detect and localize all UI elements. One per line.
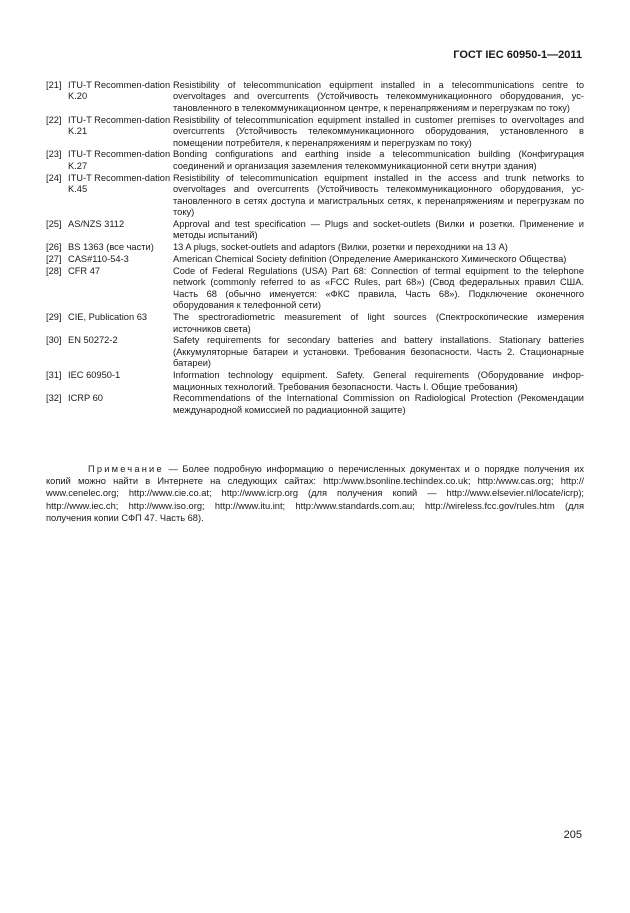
reference-description: 13 A plugs, socket-outlets and adaptors (Вилки, розетки и переходники на 13 А) (173, 242, 508, 253)
reference-item (46, 393, 584, 416)
page-number: 205 (563, 829, 582, 841)
reference-item (46, 80, 584, 114)
reference-item (46, 149, 584, 172)
reference-item (46, 173, 584, 219)
reference-source: BS 1363 (все части) (68, 242, 154, 253)
reference-source: ITU-T Recommen-dation K.45 (68, 172, 171, 195)
document-header: ГОСТ IEC 60950-1—2011 (453, 49, 582, 61)
reference-item (46, 370, 584, 393)
reference-source: EN 50272-2 (68, 335, 118, 346)
reference-source: CAS#110-54-3 (68, 254, 129, 265)
reference-number: [32] (46, 393, 62, 404)
note-paragraph (46, 463, 584, 524)
reference-item (46, 335, 584, 369)
reference-number: [31] (46, 370, 62, 381)
reference-description: Bonding configurations and earthing inside a telecommunication building (Конфигурация соединений и организация заземления телекоммуникационной сети внутри здания) (173, 149, 584, 171)
reference-item (46, 312, 584, 335)
reference-number: [27] (46, 254, 62, 265)
reference-description: Code of Federal Regulations (USA) Part 68: Connection of termal equipment to the telephone network (commonly referred to as «FCC Rules, part 68») (Свод федеральных правил США. Часть 68 (обычно именуется: «ФКС правила, Часть 68»). Подключение оконечного оборудования к телефонной сети) (173, 266, 584, 311)
reference-list (46, 80, 584, 417)
reference-description: Resistibility of telecommunication equipment installed in a telecommunications centre to overvoltages and overcurrents (Устойчивость телекоммуникационного оборудования, установленного в телекоммуникационном центре, к перенапряжениям и перегрузкам по току) (173, 80, 584, 113)
reference-number: [24] (46, 172, 62, 183)
reference-source: ITU-T Recommen-dation K.27 (68, 149, 171, 171)
reference-number: [28] (46, 266, 62, 276)
reference-source: CIE, Publication 63 (68, 312, 148, 323)
reference-description: Recommendations of the International Commission on Radiological Protection (Рекомендации международной комиссией по радиационной защите) (173, 393, 584, 415)
reference-item (46, 115, 584, 149)
reference-description: Information technology equipment. Safety. General requirements (Оборудование информационных технологий. Требования безопасности. Часть I. Общие требования) (173, 370, 584, 392)
reference-item (46, 242, 584, 253)
reference-number: [21] (46, 80, 62, 90)
reference-number: [22] (46, 114, 62, 125)
reference-description: Resistibility of telecommunication equipment installed in customer premises to overvoltages and overcurrents (Устойчивость телекоммуникационного оборудования, установленного в помещении потребителя, к перенапряжениям и перегрузкам по току) (173, 114, 584, 148)
reference-number: [26] (46, 242, 62, 253)
note-label: Примечание (88, 464, 164, 474)
reference-source: ITU-T Recommen-dation K.20 (68, 80, 171, 102)
reference-number: [30] (46, 335, 62, 346)
reference-source: IEC 60950-1 (68, 370, 121, 381)
reference-source: AS/NZS 3112 (68, 218, 125, 229)
reference-description: Resistibility of telecommunication equipment installed in the access and trunk networks to overvoltages and overcurrents (Устойчивость телекоммуникационного оборудования, установленного в сетях доступа и магистральных сетях, к перенапряжениям и перегрузкам по току) (173, 172, 584, 217)
reference-source: CFR 47 (68, 266, 101, 276)
reference-description: The spectroradiometric measurement of light sources (Спектроскопические измерения источников света) (173, 312, 584, 334)
reference-item (46, 266, 584, 312)
reference-item (46, 219, 584, 242)
reference-description: Approval and test specification — Plugs and socket-outlets (Вилки и розетки. Применение и методы испытаний) (173, 218, 584, 241)
reference-description: American Chemical Society definition (Определение Американского Химического Общества) (173, 254, 567, 265)
reference-number: [23] (46, 149, 62, 160)
reference-item (46, 254, 584, 265)
note-text: — Более подробную информацию о перечисленных документах и о порядке получения их копий можно найти в Интернете на следующих сайтах: http:/www.bsonline.techindex.co.uk; http:/www.cas.org; http:// www.cenelec.org; http://www.cie.co.at; http://www.icrp.org (для получения копий — http://www.elsevier.nl/locate/icrp); http://www.iec.ch; http://www.iso.org; http://www.itu.int; http:/www.standards.com.au; http://wireless.fcc.gov/rules.htm (для получения копии СФП 47. Часть 68). (46, 464, 584, 523)
reference-source: ICRP 60 (68, 393, 103, 404)
reference-description: Safety requirements for secondary batteries and battery installations. Stationary batteries (Аккумуляторные батареи и установки. Требования безопасности. Часть 2. Стационарные батареи) (173, 335, 584, 369)
reference-number: [29] (46, 312, 62, 323)
reference-number: [25] (46, 218, 62, 229)
reference-source: ITU-T Recommen-dation K.21 (68, 114, 171, 137)
